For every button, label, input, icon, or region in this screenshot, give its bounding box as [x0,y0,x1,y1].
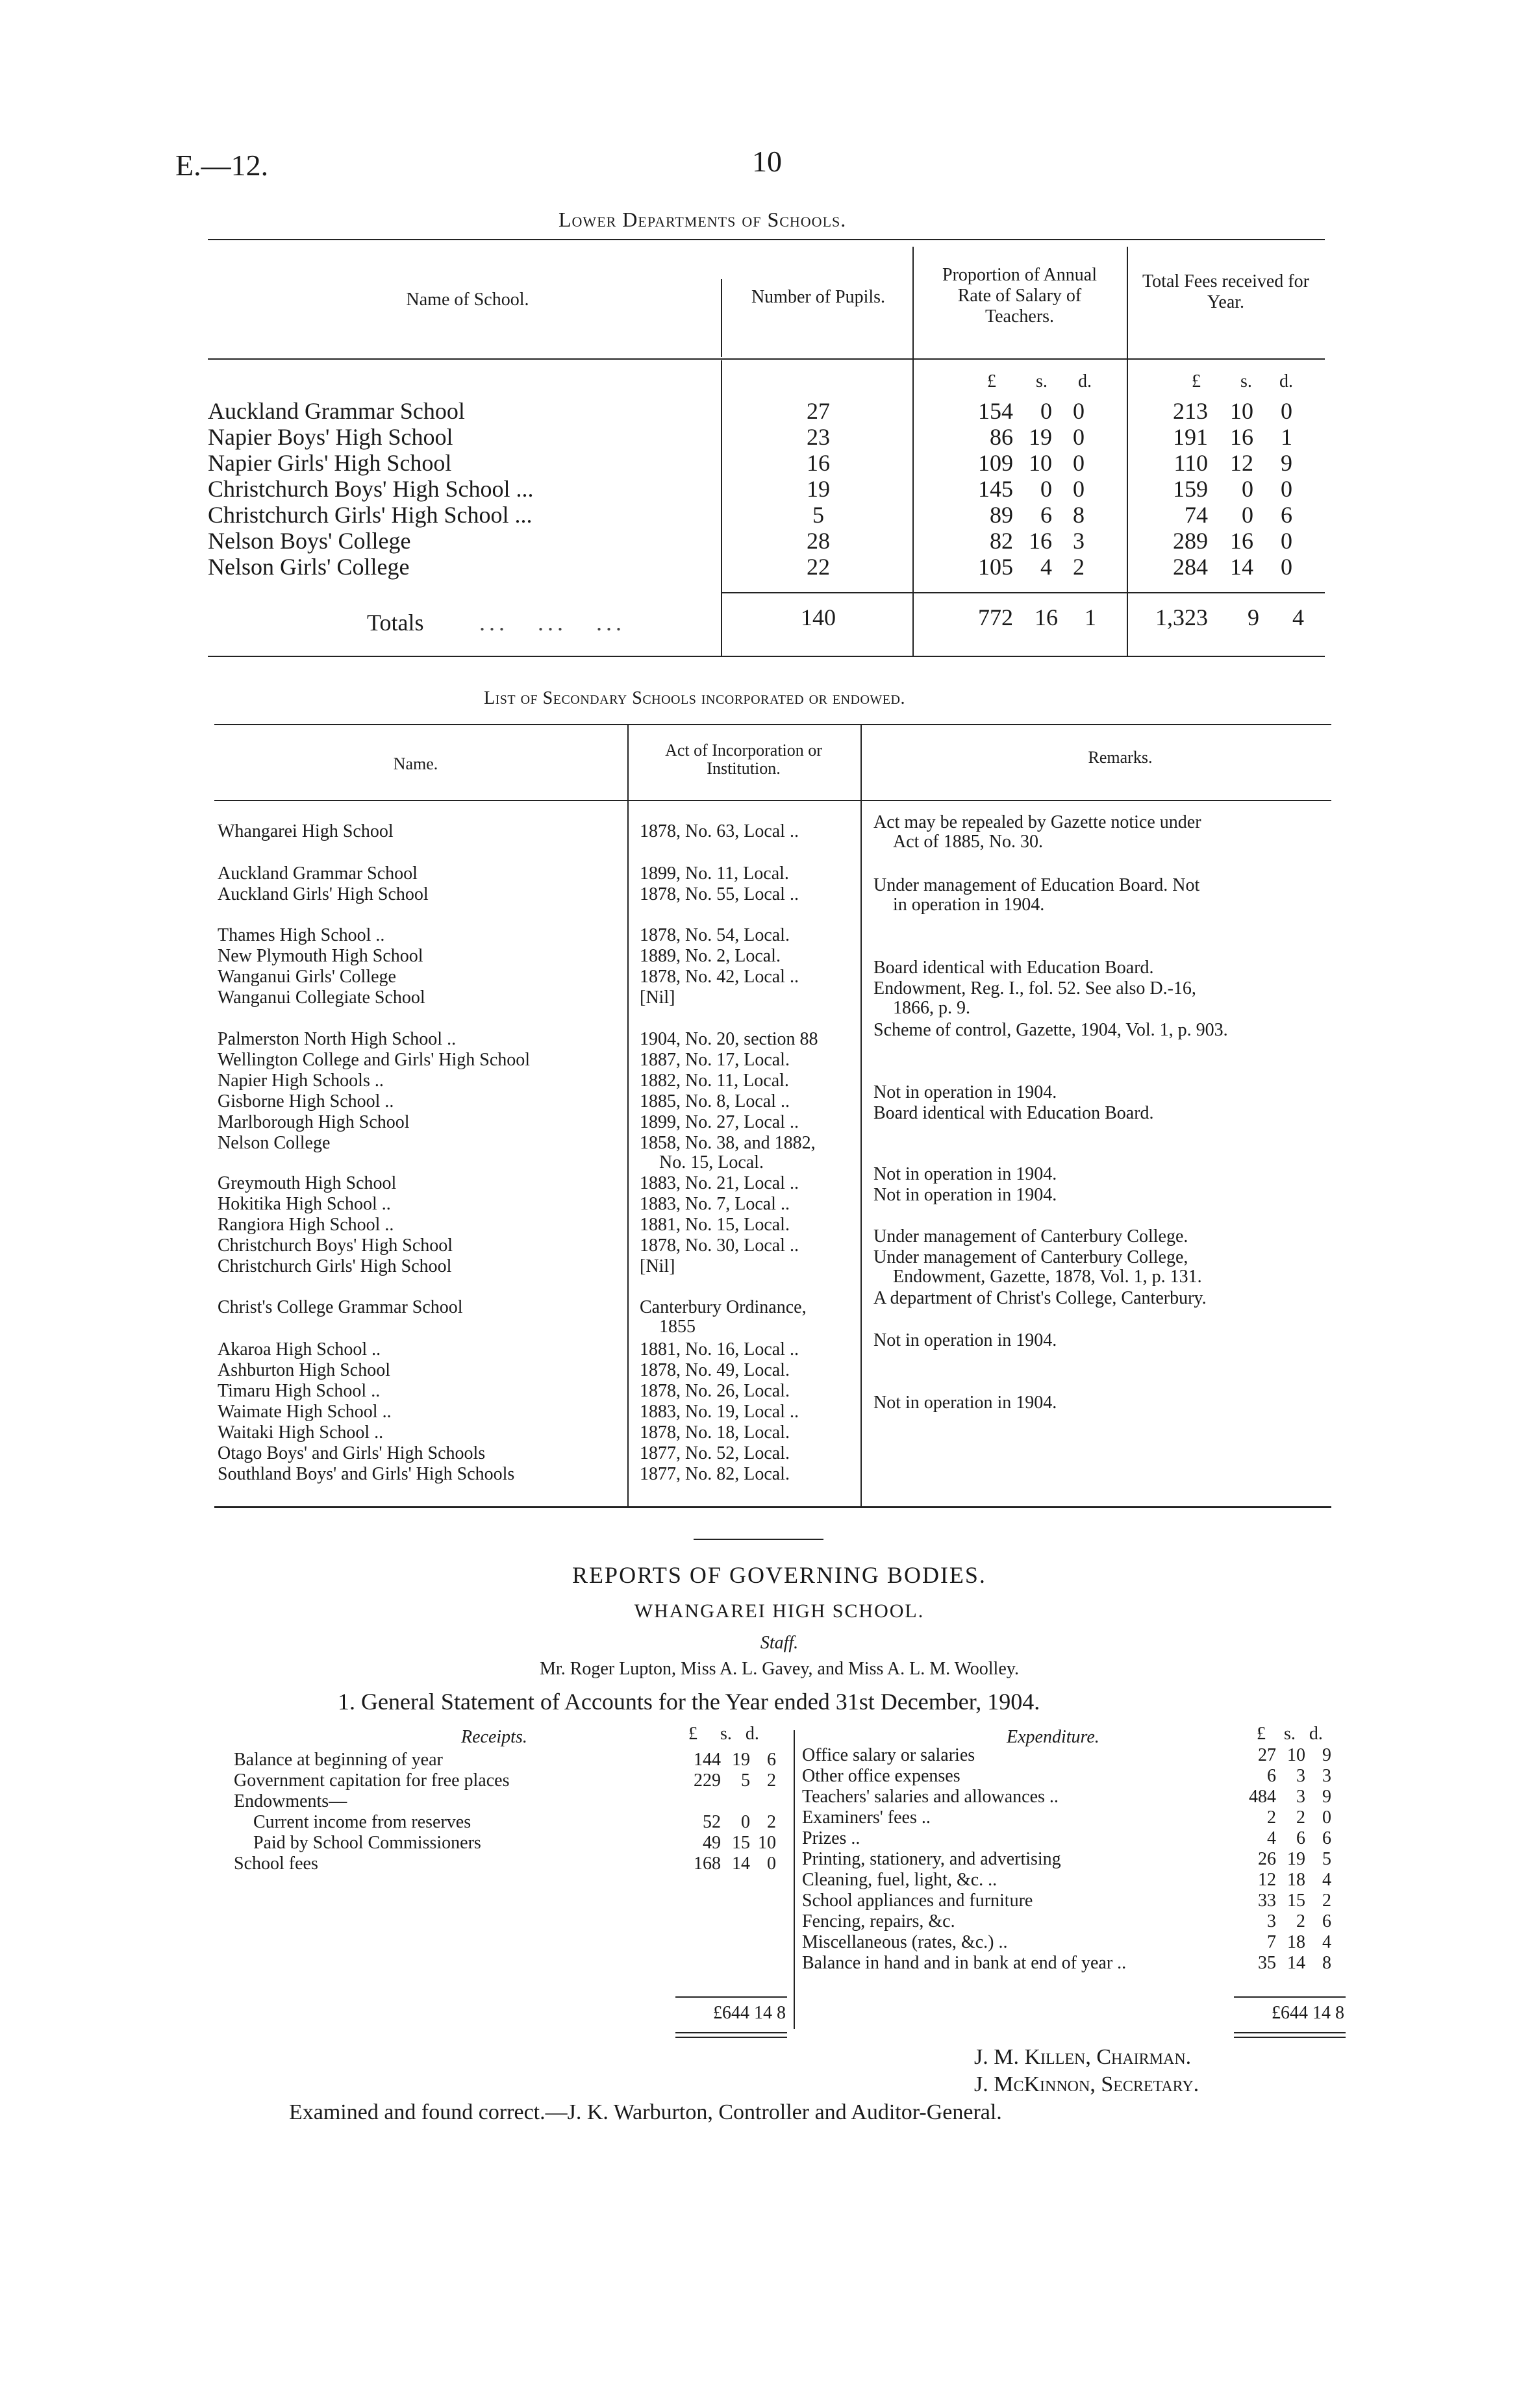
col-number-of-pupils: Number of Pupils. [751,287,886,307]
receipt-d: 2 [767,1770,776,1791]
pupil-count: 23 [807,424,830,450]
receipt-d: 6 [767,1750,776,1770]
col-name: Name. [393,754,438,773]
act-of-incorporation: 1877, No. 52, Local. [640,1443,790,1463]
act-of-incorporation: 1881, No. 15, Local. [640,1215,790,1235]
expenditure-l: 6 [1267,1766,1276,1786]
salary-amount [961,553,1117,580]
receipt-l: 49 [703,1833,721,1853]
school-name: Auckland Grammar School [218,863,418,884]
receipt-amount [675,1770,776,1791]
act-of-incorporation: 1899, No. 11, Local. [640,863,789,884]
expenditure-amount [1234,1932,1331,1953]
receipt-l: 168 [694,1854,721,1874]
act-of-incorporation: 1878, No. 18, Local. [640,1422,790,1443]
fee-fee_d: 0 [1281,398,1292,424]
expenditure-item: Teachers' salaries and allowances .. [802,1787,1059,1807]
act-of-incorporation: 1885, No. 8, Local .. [640,1091,790,1111]
act-of-incorporation: 1878, No. 30, Local .. [640,1235,799,1256]
expenditure-item: Balance in hand and in bank at end of year .. [802,1953,1127,1973]
salary-sal_s: 0 [1040,398,1052,424]
remarks: A department of Christ's College, Canterbury. [873,1288,1207,1308]
salary-sal_s: 10 [1029,450,1052,476]
act-of-incorporation: 1883, No. 19, Local .. [640,1402,799,1422]
totals-leader-dots: ... ... ... [479,610,625,636]
staff-heading: Staff. [760,1633,799,1653]
expenditure-amount [1234,1891,1331,1911]
expenditure-item: Printing, stationery, and advertising [802,1849,1061,1869]
fee-fee_s: 16 [1230,424,1253,450]
pupil-count: 19 [807,476,830,502]
remarks-continued: 1866, p. 9. [893,998,970,1018]
secondary-schools-title: List of Secondary Schools incorporated or endowed. [484,688,905,708]
secretary-signature: J. McKinnon, Secretary. [974,2072,1199,2096]
remarks-continued: Endowment, Gazette, 1878, Vol. 1, p. 131. [893,1267,1202,1287]
school-name: Napier Girls' High School [208,450,452,476]
school-name: Palmerston North High School .. [218,1029,457,1049]
act-of-incorporation: 1878, No. 49, Local. [640,1360,790,1380]
salary-amount [961,475,1117,503]
remarks-continued: Act of 1885, No. 30. [893,832,1043,852]
fee-fee_s: 0 [1242,476,1253,502]
salary-sal_l: 145 [978,476,1013,502]
expenditure-d: 8 [1322,1953,1331,1973]
receipt-item: School fees [234,1854,318,1874]
fee-fee_d: 6 [1281,502,1292,528]
salary-sal_s: 4 [1040,554,1052,580]
expenditure-item: Cleaning, fuel, light, &c. .. [802,1870,998,1890]
school-name: Otago Boys' and Girls' High Schools [218,1443,486,1463]
remarks: Under management of Canterbury College. [873,1226,1188,1247]
act-of-incorporation: 1904, No. 20, section 88 [640,1029,818,1049]
fee-fee_d: 9 [1281,450,1292,476]
school-name: Wanganui Collegiate School [218,987,425,1008]
lower-departments-title: Lower Departments of Schools. [559,208,847,231]
fee-fee_d: 1 [1281,424,1292,450]
act-of-incorporation: 1883, No. 21, Local .. [640,1173,799,1193]
school-name: Nelson Girls' College [208,554,410,580]
expenditure-s: 15 [1287,1891,1305,1911]
fees-amount [1130,501,1318,528]
pupil-count: 5 [812,502,824,528]
expenditure-d: 0 [1322,1807,1331,1828]
expenditure-item: School appliances and furniture [802,1891,1033,1911]
school-name: WHANGAREI HIGH SCHOOL. [634,1600,925,1622]
salary-sal_d: 0 [1073,424,1085,450]
expenditure-amount [1234,1870,1331,1891]
expenditure-s: 2 [1296,1911,1305,1931]
receipt-item: Current income from reserves [253,1812,471,1832]
act-continued: 1855 [659,1317,696,1337]
receipt-l: 52 [703,1812,721,1832]
receipt-s: 15 [732,1833,750,1853]
expenditure-item: Office salary or salaries [802,1745,975,1765]
act-of-incorporation: 1878, No. 26, Local. [640,1381,790,1401]
receipts-total: £644 14 8 [713,2003,786,2023]
remarks: Scheme of control, Gazette, 1904, Vol. 1, p. 903. [873,1020,1228,1040]
pupil-count: 27 [807,398,830,424]
pupil-count: 16 [807,450,830,476]
expenditure-s: 3 [1296,1766,1305,1786]
remarks: Act may be repealed by Gazette notice under [873,812,1201,832]
school-name: Christ's College Grammar School [218,1297,463,1317]
col-name-of-school: Name of School. [406,290,529,310]
section-divider [694,1539,823,1540]
receipt-l: 144 [694,1750,721,1770]
fees-amount [1130,449,1318,477]
receipt-amount [675,1750,776,1770]
salary-sal_d: 3 [1073,528,1085,554]
receipt-amount [675,1833,776,1854]
school-name: Southland Boys' and Girls' High Schools [218,1464,515,1484]
school-name: Napier High Schools .. [218,1071,384,1091]
fee-fee_l: 74 [1185,502,1208,528]
school-name: Marlborough High School [218,1112,410,1132]
receipt-amount [675,1791,776,1812]
fee-fee_s: 16 [1230,528,1253,554]
fees-amount [1130,397,1318,425]
totals-label: Totals [367,610,424,636]
fees-amount [1130,475,1318,503]
salary-sal_s: 0 [1040,476,1052,502]
remarks: Board identical with Education Board. [873,958,1154,978]
col-remarks: Remarks. [1088,748,1153,767]
totals-fees: 1,323 9 4 [1155,604,1304,630]
expenditure-l: 2 [1267,1807,1276,1828]
school-name: Christchurch Girls' High School ... [208,502,533,528]
page-number: 10 [752,145,782,178]
school-name: Christchurch Girls' High School [218,1256,452,1276]
expenditure-s: 2 [1296,1807,1305,1828]
col-act: Act of Incorporation or Institution. [665,741,822,778]
act-of-incorporation: 1881, No. 16, Local .. [640,1339,799,1359]
salary-sal_d: 0 [1073,476,1085,502]
expenditure-item: Examiners' fees .. [802,1807,931,1828]
fee-fee_s: 10 [1230,398,1253,424]
receipts-lsd-header: £ s. d. [688,1724,759,1744]
act-of-incorporation: 1877, No. 82, Local. [640,1464,790,1484]
salary-sal_l: 105 [978,554,1013,580]
school-name: Akaroa High School .. [218,1339,381,1359]
expenditure-s: 10 [1287,1745,1305,1765]
pupil-count: 28 [807,528,830,554]
fees-amount [1130,527,1318,554]
receipt-amount [675,1854,776,1874]
expenditure-s: 18 [1287,1870,1305,1890]
receipt-s: 5 [741,1770,750,1791]
expenditure-d: 2 [1322,1891,1331,1911]
expenditure-d: 3 [1322,1766,1331,1786]
expenditure-amount [1234,1911,1331,1932]
school-name: Nelson College [218,1133,331,1153]
fee-fee_l: 159 [1173,476,1208,502]
school-name: Nelson Boys' College [208,528,411,554]
act-of-incorporation: 1878, No. 54, Local. [640,925,790,945]
school-name: Christchurch Boys' High School ... [208,476,534,502]
act-of-incorporation: 1858, No. 38, and 1882, [640,1133,816,1153]
school-name: New Plymouth High School [218,946,423,966]
act-of-incorporation: 1899, No. 27, Local .. [640,1112,799,1132]
school-name: Auckland Girls' High School [218,884,429,904]
expenditure-d: 6 [1322,1911,1331,1931]
receipt-d: 0 [767,1854,776,1874]
receipt-item: Endowments— [234,1791,347,1811]
expenditure-l: 33 [1258,1891,1276,1911]
salary-amount [961,501,1117,528]
school-name: Timaru High School .. [218,1381,381,1401]
receipt-amount [675,1812,776,1833]
expenditure-s: 18 [1287,1932,1305,1952]
salary-sal_s: 6 [1040,502,1052,528]
fee-fee_l: 284 [1173,554,1208,580]
act-of-incorporation: 1883, No. 7, Local .. [640,1194,790,1214]
expenditure-d: 4 [1322,1870,1331,1890]
fee-fee_l: 191 [1173,424,1208,450]
fee-fee_d: 0 [1281,528,1292,554]
expenditure-item: Fencing, repairs, &c. [802,1911,955,1931]
remarks-continued: in operation in 1904. [893,895,1045,915]
receipt-item: Paid by School Commissioners [253,1833,481,1853]
expenditure-l: 12 [1258,1870,1276,1890]
act-of-incorporation: 1882, No. 11, Local. [640,1071,789,1091]
expenditure-amount [1234,1849,1331,1870]
expenditure-amount [1234,1807,1331,1828]
expenditure-amount [1234,1766,1331,1787]
staff-list: Mr. Roger Lupton, Miss A. L. Gavey, and Miss A. L. M. Woolley. [540,1659,1019,1679]
school-name: Whangarei High School [218,821,394,841]
remarks: Under management of Education Board. Not [873,875,1200,895]
school-name: Ashburton High School [218,1360,390,1380]
salary-sal_d: 8 [1073,502,1085,528]
fees-amount [1130,553,1318,580]
remarks: Under management of Canterbury College, [873,1247,1188,1267]
expenditure-item: Miscellaneous (rates, &c.) .. [802,1932,1008,1952]
receipt-s: 0 [741,1812,750,1832]
act-of-incorporation: [Nil] [640,987,675,1008]
expenditure-amount [1234,1953,1331,1974]
act-of-incorporation: 1889, No. 2, Local. [640,946,781,966]
act-continued: No. 15, Local. [659,1152,764,1173]
school-name: Waitaki High School .. [218,1422,384,1443]
school-name: Auckland Grammar School [208,398,465,424]
receipts-heading: Receipts. [461,1727,527,1747]
salary-sal_l: 109 [978,450,1013,476]
school-name: Greymouth High School [218,1173,397,1193]
school-name: Napier Boys' High School [208,424,453,450]
fee-fee_l: 289 [1173,528,1208,554]
school-name: Waimate High School .. [218,1402,392,1422]
expenditure-total: £644 14 8 [1272,2003,1344,2023]
expenditure-s: 19 [1287,1849,1305,1869]
school-name: Christchurch Boys' High School [218,1235,453,1256]
salary-sal_d: 0 [1073,450,1085,476]
receipt-d: 2 [767,1812,776,1832]
totals-salary: 772 16 1 [978,604,1096,630]
expenditure-l: 35 [1258,1953,1276,1973]
expenditure-d: 9 [1322,1745,1331,1765]
expenditure-s: 6 [1296,1828,1305,1848]
fees-amount [1130,423,1318,451]
salary-amount [961,527,1117,554]
school-name: Rangiora High School .. [218,1215,394,1235]
remarks: Not in operation in 1904. [873,1393,1057,1413]
salary-sal_d: 0 [1073,398,1085,424]
expenditure-amount [1234,1787,1331,1807]
expenditure-amount [1234,1828,1331,1849]
receipt-s: 19 [732,1750,750,1770]
expenditure-item: Other office expenses [802,1766,960,1786]
remarks: Not in operation in 1904. [873,1082,1057,1102]
receipt-item: Government capitation for free places [234,1770,510,1791]
expenditure-d: 9 [1322,1787,1331,1807]
salary-sal_l: 86 [990,424,1013,450]
receipt-d: 10 [758,1833,776,1853]
act-of-incorporation: [Nil] [640,1256,675,1276]
salary-sal_s: 16 [1029,528,1052,554]
col-total-fees: Total Fees received for Year. [1142,271,1309,312]
act-of-incorporation: 1878, No. 55, Local .. [640,884,799,904]
report-code: E.—12. [175,149,269,182]
expenditure-l: 27 [1258,1745,1276,1765]
expenditure-d: 5 [1322,1849,1331,1869]
salary-sal_d: 2 [1073,554,1085,580]
expenditure-l: 4 [1267,1828,1276,1848]
totals-pupils: 140 [801,604,836,630]
school-name: Hokitika High School .. [218,1194,391,1214]
school-name: Wanganui Girls' College [218,967,396,987]
expenditure-s: 14 [1287,1953,1305,1973]
expenditure-lsd-header: £ s. d. [1257,1724,1323,1744]
expenditure-l: 3 [1267,1911,1276,1931]
col-salary-proportion: Proportion of Annual Rate of Salary of Teachers. [942,265,1097,327]
fee-fee_s: 0 [1242,502,1253,528]
school-name: Thames High School .. [218,925,385,945]
statement-title: 1. General Statement of Accounts for the Year ended 31st December, 1904. [338,1689,1040,1715]
remarks: Not in operation in 1904. [873,1185,1057,1205]
salary-sal_l: 89 [990,502,1013,528]
fee-fee_l: 213 [1173,398,1208,424]
remarks: Not in operation in 1904. [873,1164,1057,1184]
audit-statement: Examined and found correct.—J. K. Warburton, Controller and Auditor-General. [289,2100,1002,2124]
salary-sal_l: 154 [978,398,1013,424]
fee-fee_l: 110 [1174,450,1208,476]
expenditure-l: 484 [1249,1787,1276,1807]
salary-sal_s: 19 [1029,424,1052,450]
salary-amount [961,449,1117,477]
act-of-incorporation: 1878, No. 42, Local .. [640,967,799,987]
expenditure-d: 6 [1322,1828,1331,1848]
expenditure-l: 7 [1267,1932,1276,1952]
salary-amount [961,397,1117,425]
remarks: Endowment, Reg. I., fol. 52. See also D.-16, [873,978,1196,999]
school-name: Wellington College and Girls' High School [218,1050,531,1070]
expenditure-s: 3 [1296,1787,1305,1807]
school-name: Gisborne High School .. [218,1091,394,1111]
act-of-incorporation: 1887, No. 17, Local. [640,1050,790,1070]
pupil-count: 22 [807,554,830,580]
act-of-incorporation: Canterbury Ordinance, [640,1297,807,1317]
fee-fee_d: 0 [1281,476,1292,502]
remarks: Not in operation in 1904. [873,1330,1057,1350]
fee-fee_s: 12 [1230,450,1253,476]
receipt-s: 14 [732,1854,750,1874]
remarks: Board identical with Education Board. [873,1103,1154,1123]
salary-sal_l: 82 [990,528,1013,554]
expenditure-d: 4 [1322,1932,1331,1952]
act-of-incorporation: 1878, No. 63, Local .. [640,821,799,841]
receipt-l: 229 [694,1770,721,1791]
fee-fee_s: 14 [1230,554,1253,580]
expenditure-heading: Expenditure. [1007,1727,1099,1747]
expenditure-l: 26 [1258,1849,1276,1869]
reports-title: REPORTS OF GOVERNING BODIES. [572,1562,986,1588]
salary-amount [961,423,1117,451]
expenditure-item: Prizes .. [802,1828,860,1848]
expenditure-amount [1234,1745,1331,1766]
fee-fee_d: 0 [1281,554,1292,580]
receipt-item: Balance at beginning of year [234,1750,443,1770]
chairman-signature: J. M. Killen, Chairman. [974,2045,1192,2069]
